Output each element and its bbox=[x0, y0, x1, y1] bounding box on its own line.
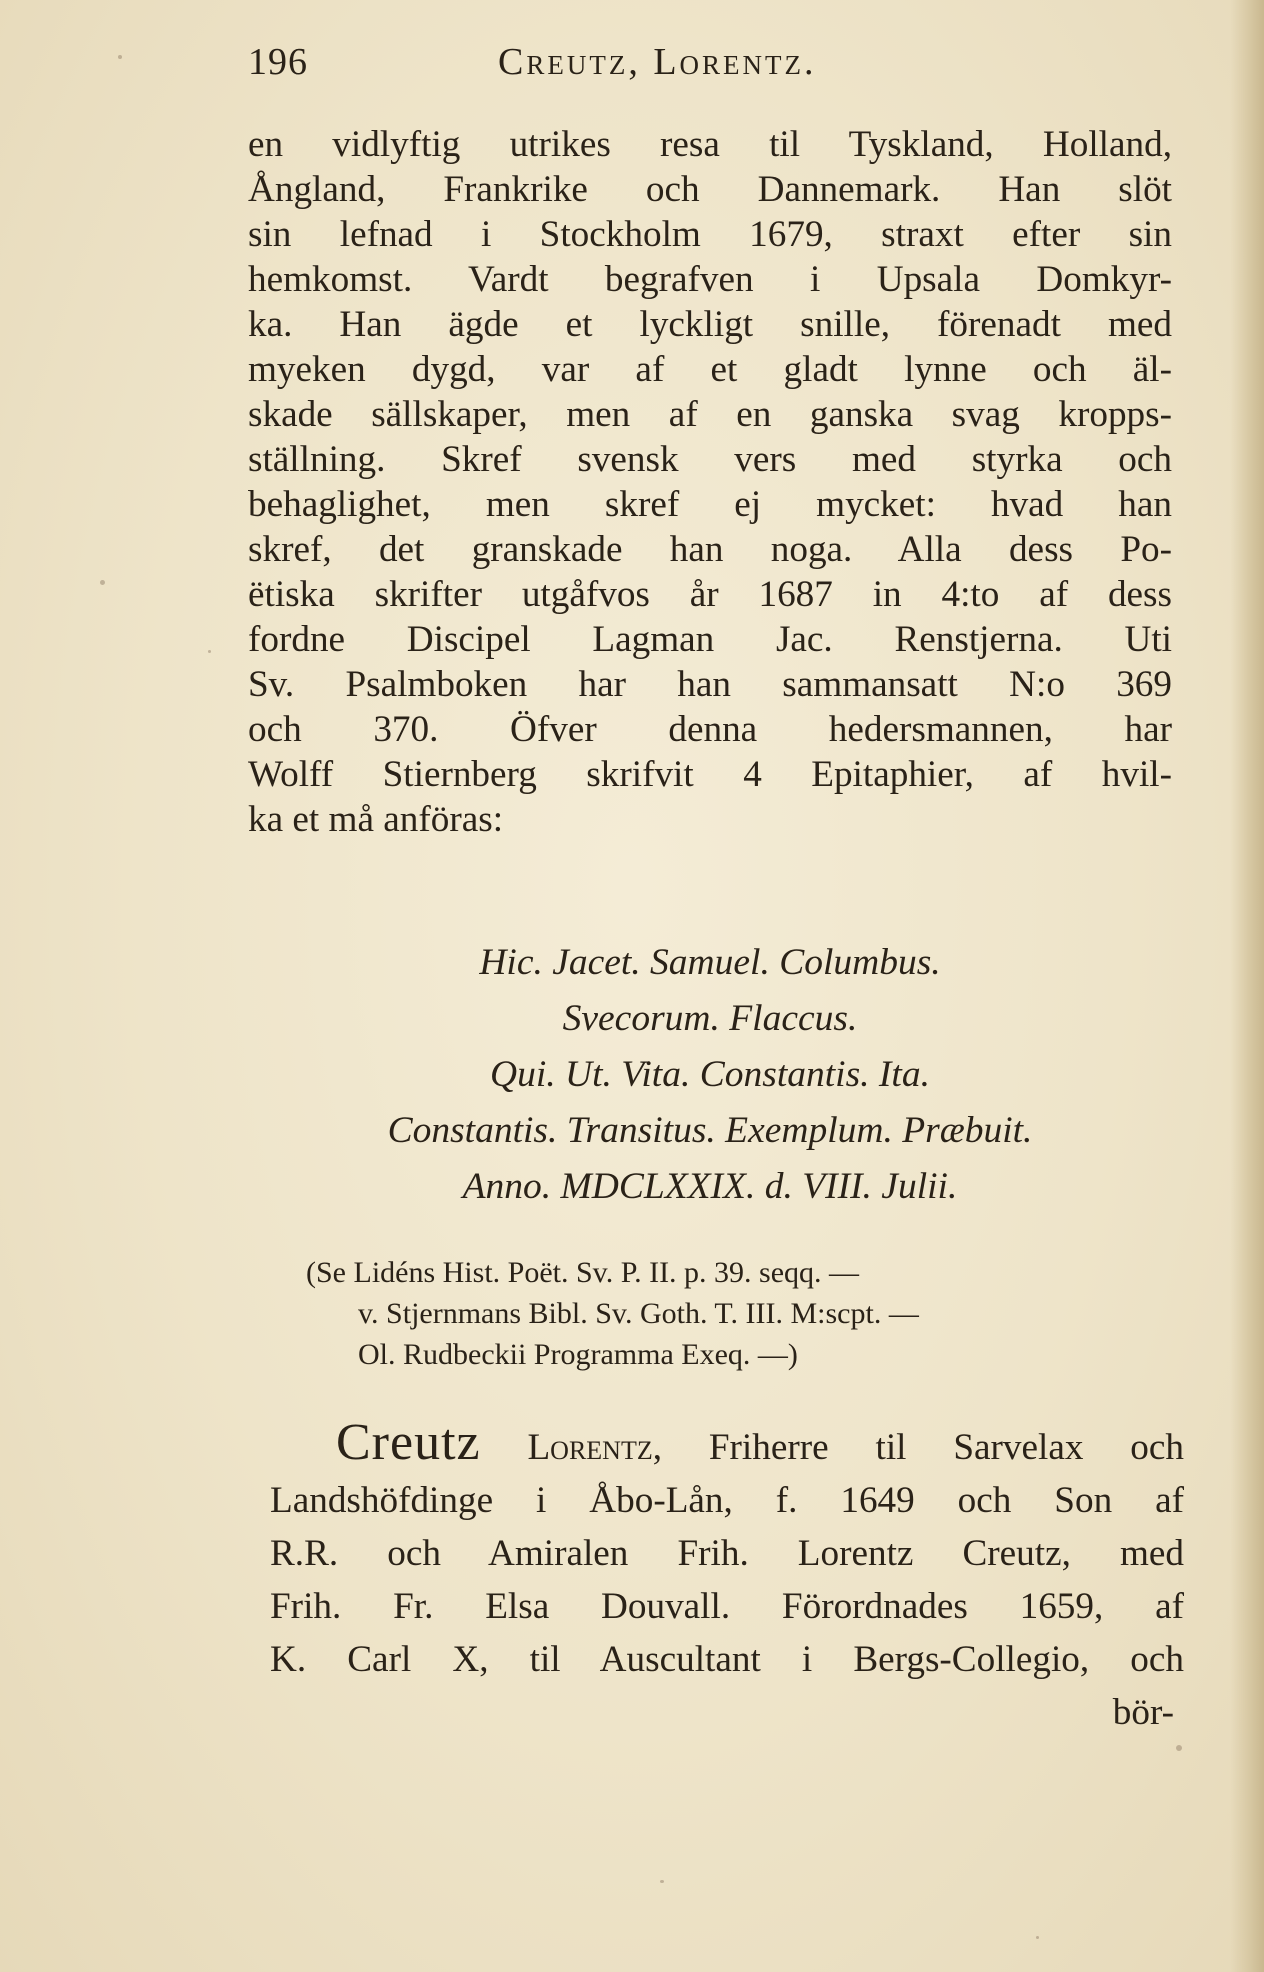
biography-text bbox=[248, 122, 1172, 842]
epitaph bbox=[248, 935, 1172, 1215]
epitaph-line: Constantis. Transitus. Exemplum. Præbuit. bbox=[387, 1110, 1033, 1151]
text-line: behaglighet, men skref ej mycket: hvad han bbox=[248, 484, 1172, 525]
text-line: Wolff Stiernberg skrifvit 4 Epitaphier, af hvil- bbox=[248, 754, 1172, 795]
text-line: K. Carl X, til Auscultant i Bergs-Collegio, och bbox=[270, 1639, 1184, 1680]
text-line: en vidlyftig utrikes resa til Tyskland, Holland, bbox=[248, 124, 1172, 165]
page-number: 196 bbox=[248, 41, 308, 83]
text-line: Sv. Psalmboken har han sammansatt N:o 369 bbox=[248, 664, 1172, 705]
text-line: myeken dygd, var af et gladt lynne och äl- bbox=[248, 349, 1172, 390]
paper-spot bbox=[1036, 1936, 1039, 1939]
text-line: Landshöfdinge i Åbo-Lån, f. 1649 och Son af bbox=[270, 1480, 1184, 1521]
text-line: ka. Han ägde et lyckligt snille, förenadt med bbox=[248, 304, 1172, 345]
text-line: Frih. Fr. Elsa Douvall. Förordnades 1659, af bbox=[270, 1586, 1184, 1627]
text-line: sin lefnad i Stockholm 1679, straxt efter sin bbox=[248, 214, 1172, 255]
paper-spot bbox=[1176, 1745, 1182, 1751]
text-line: fordne Discipel Lagman Jac. Renstjerna. Uti bbox=[248, 619, 1172, 660]
reference-line: v. Stjernmans Bibl. Sv. Goth. T. III. M:scpt. — bbox=[358, 1297, 919, 1330]
reference-line: (Se Lidéns Hist. Poët. Sv. P. II. p. 39. seqq. — bbox=[306, 1256, 860, 1289]
text-line: R.R. och Amiralen Frih. Lorentz Creutz, med bbox=[270, 1533, 1184, 1574]
text-line: och 370. Öfver denna hedersmannen, har bbox=[248, 709, 1172, 750]
catchword: bör- bbox=[1112, 1692, 1174, 1733]
text-line: Ångland, Frankrike och Dannemark. Han slöt bbox=[248, 169, 1172, 210]
entry-name: Creutz bbox=[336, 1414, 481, 1471]
epitaph-line: Hic. Jacet. Samuel. Columbus. bbox=[479, 942, 941, 983]
paper-spot bbox=[100, 580, 105, 585]
entry-heading-line bbox=[270, 1416, 1184, 1474]
text-line: skade sällskaper, men af en ganska svag kropps- bbox=[248, 394, 1172, 435]
text-line: hemkomst. Vardt begrafven i Upsala Domkyr- bbox=[248, 259, 1172, 300]
references bbox=[306, 1252, 1186, 1375]
running-head: Creutz, Lorentz. bbox=[498, 41, 817, 83]
next-entry bbox=[270, 1416, 1184, 1739]
page-edge bbox=[1230, 0, 1264, 1972]
epitaph-line: Qui. Ut. Vita. Constantis. Ita. bbox=[490, 1054, 930, 1095]
paper-spot bbox=[118, 55, 122, 59]
paper-spot bbox=[660, 1880, 664, 1883]
text-line: ställning. Skref svensk vers med styrka och bbox=[248, 439, 1172, 480]
entry-given-name: Lorentz, bbox=[480, 1427, 663, 1468]
entry-title: Friherre til Sarvelax och bbox=[662, 1427, 1184, 1468]
text-line: skref, det granskade han noga. Alla dess Po- bbox=[248, 529, 1172, 570]
epitaph-line: Svecorum. Flaccus. bbox=[562, 998, 858, 1039]
epitaph-line: Anno. MDCLXXIX. d. VIII. Julii. bbox=[462, 1166, 958, 1207]
text-line: ëtiska skrifter utgåfvos år 1687 in 4:to af dess bbox=[248, 574, 1172, 615]
reference-line: Ol. Rudbeckii Programma Exeq. —) bbox=[358, 1338, 798, 1371]
page-header bbox=[248, 40, 1148, 100]
paper-spot bbox=[208, 650, 211, 653]
text-line: ka et må anföras: bbox=[248, 799, 504, 840]
